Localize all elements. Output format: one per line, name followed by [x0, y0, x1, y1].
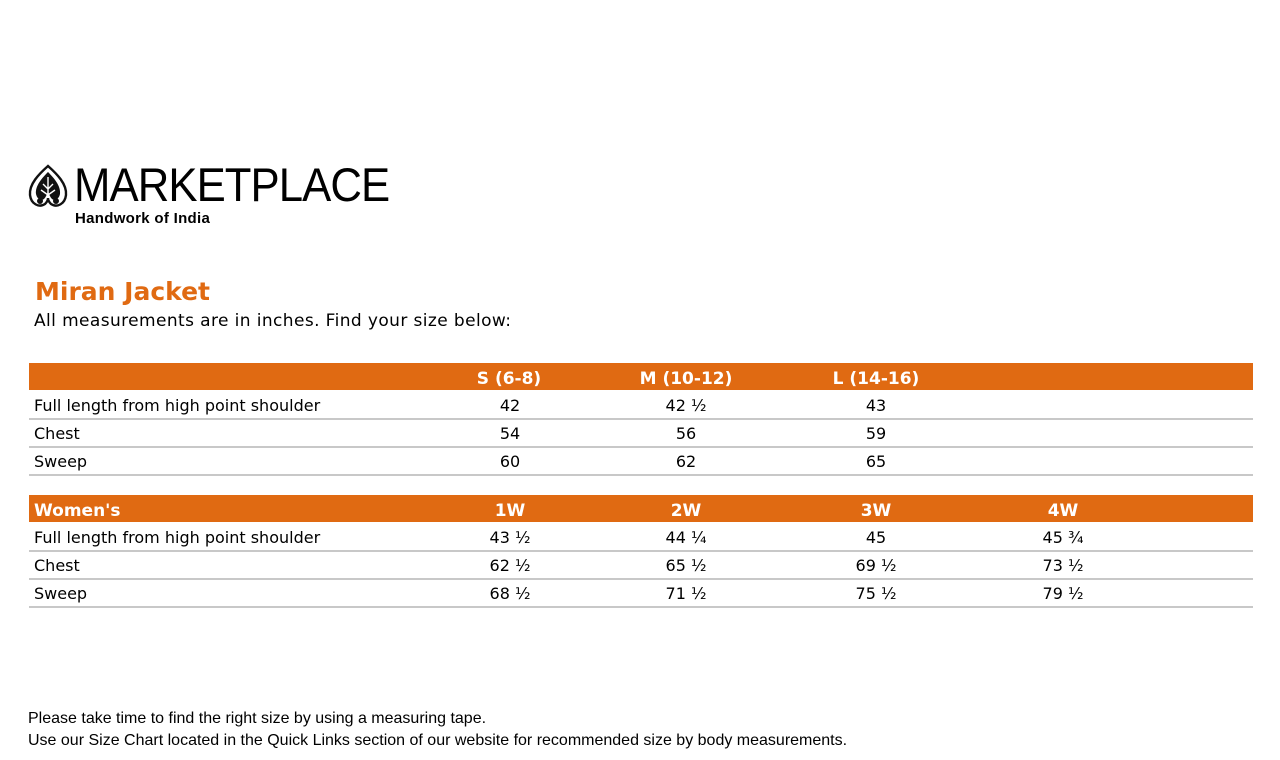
table-row [29, 552, 1253, 580]
column-header: 4W [1047, 500, 1079, 521]
table-header [29, 495, 1253, 524]
table-header [29, 363, 1253, 392]
table-cell: 54 [499, 423, 521, 443]
row-label: Chest [34, 555, 80, 575]
column-header: 2W [670, 500, 702, 521]
table-cell: 42 ½ [665, 395, 707, 415]
table-cell: 73 ½ [1042, 555, 1084, 575]
table-cell: 62 ½ [489, 555, 531, 575]
row-label: Sweep [34, 583, 88, 603]
table-cell: 60 [499, 451, 521, 471]
table-cell: 42 [499, 395, 521, 415]
table-cell: 43 [865, 395, 887, 415]
brand-logo [27, 158, 407, 232]
row-label: Sweep [34, 451, 88, 471]
brand-tagline: Handwork of India [75, 210, 211, 227]
brand-name: MARKETPLACE [74, 158, 390, 211]
table-cell: 43 ½ [489, 527, 531, 547]
table-cell: 44 ¼ [665, 527, 707, 547]
footnote-measuring-tape: Please take time to find the right size by using a measuring tape. [28, 710, 487, 727]
size-table-womens [29, 495, 1253, 608]
row-label: Chest [34, 423, 80, 443]
column-header: 1W [494, 500, 526, 521]
table-cell: 68 ½ [489, 583, 531, 603]
column-header: M (10-12) [639, 368, 733, 389]
measurement-note: All measurements are in inches. Find your size below: [34, 311, 512, 331]
table-cell: 65 [865, 451, 887, 471]
table-cell: 75 ½ [855, 583, 897, 603]
table-cell: 45 [865, 527, 887, 547]
table-cell: 79 ½ [1042, 583, 1084, 603]
column-header: S (6-8) [476, 368, 542, 389]
row-label: Full length from high point shoulder [34, 395, 321, 415]
column-header: L (14-16) [832, 368, 920, 389]
header-label: Women's [34, 500, 121, 521]
row-label: Full length from high point shoulder [34, 527, 321, 547]
column-header: 3W [860, 500, 892, 521]
product-title: Miran Jacket [35, 277, 210, 306]
size-table-standard [29, 363, 1253, 476]
table-cell: 65 ½ [665, 555, 707, 575]
table-row [29, 524, 1253, 552]
table-row [29, 580, 1253, 608]
table-cell: 71 ½ [665, 583, 707, 603]
table-row [29, 392, 1253, 420]
table-cell: 62 [675, 451, 697, 471]
leaf-paisley-icon [27, 164, 69, 210]
footnote-size-chart: Use our Size Chart located in the Quick Links section of our website for recommended size by body measurements. [28, 732, 848, 749]
table-cell: 56 [675, 423, 697, 443]
table-cell: 59 [865, 423, 887, 443]
table-row [29, 420, 1253, 448]
table-row [29, 448, 1253, 476]
table-cell: 45 ¾ [1042, 527, 1084, 547]
table-cell: 69 ½ [855, 555, 897, 575]
